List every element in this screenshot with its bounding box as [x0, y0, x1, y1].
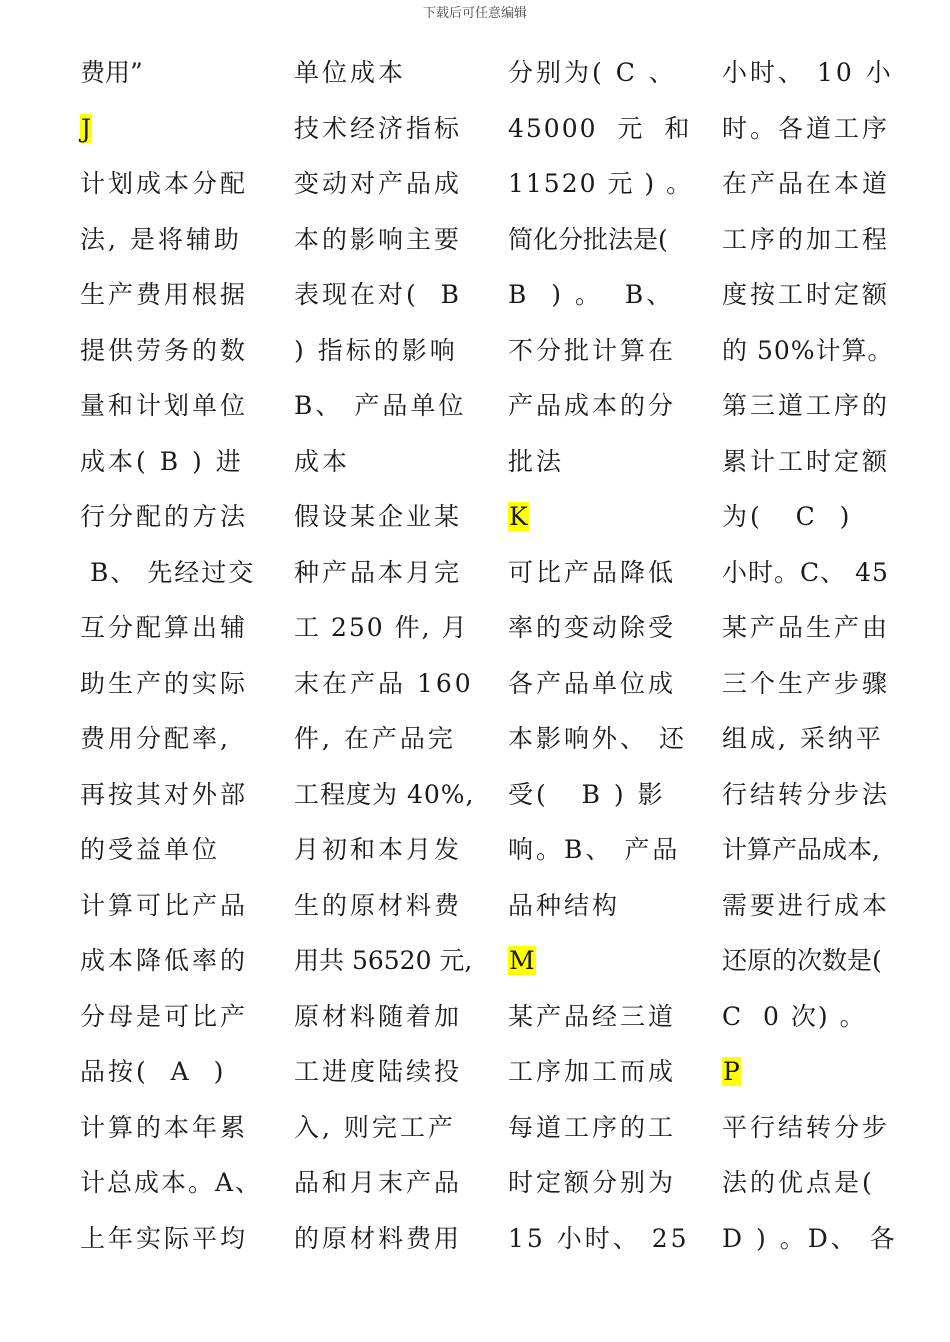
text-line: 技术经济指标: [294, 113, 463, 143]
text-line: 种产品本月完: [294, 557, 463, 587]
text-line: 工进度陆续投: [294, 1057, 463, 1086]
text-line: 再按其对外部: [80, 779, 249, 809]
text-line: 量和计划单位: [80, 391, 249, 420]
text-line: C 0 次) 。: [722, 1001, 867, 1031]
text-line: 受( B ) 影: [508, 779, 666, 809]
text-line: 第三道工序的: [722, 391, 891, 420]
text-line: 累计工时定额: [722, 446, 891, 476]
text-line: 行分配的方法: [80, 502, 249, 531]
text-line: 某产品生产由: [722, 613, 891, 642]
text-line: 本的影响主要: [294, 224, 463, 254]
text-line: 工序的加工程: [722, 224, 891, 254]
text-line: 工序加工而成: [508, 1057, 677, 1086]
text-line: 单位成本: [294, 58, 407, 87]
text-line: 小时、 10 小: [722, 58, 894, 87]
text-column-4: [722, 45, 898, 1266]
text-line: 简化分批法是(: [508, 224, 668, 254]
text-line: 假设某企业某: [294, 502, 463, 531]
text-line: 响。B、 产品: [508, 835, 681, 864]
text-line: 品和月末产品: [294, 1168, 463, 1197]
text-line: 上年实际平均: [80, 1223, 249, 1253]
text-line: 月初和本月发: [294, 835, 463, 864]
text-line: 计总成本。A、: [80, 1168, 263, 1197]
text-line: 不分批计算在: [508, 335, 677, 365]
text-line: 件, 在产品完: [294, 724, 456, 753]
text-column-1: [80, 45, 262, 1266]
text-line: 计划成本分配: [80, 169, 249, 198]
text-line: 某产品经三道: [508, 1001, 677, 1031]
text-line: 需要进行成本: [722, 890, 891, 920]
text-line: 在产品在本道: [722, 169, 891, 198]
text-line: 组成, 采纳平: [722, 724, 884, 753]
text-column-2: [294, 45, 474, 1266]
text-line: 变动对产品成: [294, 169, 463, 198]
text-line: 入, 则完工产: [294, 1112, 456, 1142]
text-line: 11520 元 ) 。: [508, 169, 694, 198]
page-header: 下载后可任意编辑: [422, 6, 527, 21]
text-line: 品种结构: [508, 890, 621, 920]
section-letter: [508, 933, 693, 989]
section-letter-highlight: M: [509, 946, 535, 975]
text-line: 工 250 件, 月: [294, 613, 469, 642]
text-line: 时定额分别为: [508, 1168, 677, 1197]
text-line: 分母是可比产: [80, 1001, 249, 1031]
text-line: 品按( A ): [80, 1057, 227, 1086]
text-line: 还原的次数是(: [722, 946, 882, 975]
text-line: 为( C ): [722, 502, 853, 531]
text-line: 成本( B ) 进: [80, 446, 244, 476]
text-line: B、 产品单位: [294, 391, 467, 420]
text-line: 产品成本的分: [508, 391, 677, 420]
text-line: 计算产品成本,: [722, 835, 880, 864]
text-line: 互分配算出辅: [80, 613, 249, 642]
text-line: B、 先经过交: [80, 557, 256, 587]
section-letter-highlight: P: [723, 1057, 740, 1086]
text-line: 费用”: [80, 58, 143, 87]
text-line: 15 小时、 25: [508, 1223, 690, 1253]
text-line: 的受益单位: [80, 835, 221, 864]
section-letter: [722, 1044, 898, 1100]
text-line: 分别为( C 、: [508, 58, 677, 87]
text-line: 提供劳务的数: [80, 335, 249, 365]
text-line: 法的优点是(: [722, 1168, 875, 1197]
text-line: 法, 是将辅助: [80, 224, 242, 254]
text-line: 每道工序的工: [508, 1112, 677, 1142]
text-line: 计算的本年累: [80, 1112, 249, 1142]
text-line: ) 指标的影响: [294, 335, 458, 365]
text-line: 费用分配率,: [80, 724, 231, 753]
text-line: 各产品单位成: [508, 668, 677, 698]
text-line: 生产费用根据: [80, 280, 249, 309]
text-line: 末在产品 160: [294, 668, 474, 698]
text-line: 行结转分步法: [722, 779, 891, 809]
text-line: 时。各道工序: [722, 113, 891, 143]
text-line: 的 50%计算。: [722, 335, 894, 365]
text-line: 用共 56520 元,: [294, 946, 473, 975]
text-line: 助生产的实际: [80, 668, 249, 698]
text-line: 工程度为 40%,: [294, 779, 475, 809]
text-column-3: [508, 45, 693, 1266]
text-line: 的原材料费用: [294, 1223, 463, 1253]
text-line: B ) 。 B、: [508, 280, 675, 309]
text-line: 三个生产步骤: [722, 668, 891, 698]
text-line: 生的原材料费: [294, 890, 463, 920]
text-line: 45000 元 和: [508, 113, 692, 143]
text-line: 平行结转分步: [722, 1112, 891, 1142]
text-line: 可比产品降低: [508, 557, 677, 587]
section-letter-highlight: J: [81, 113, 92, 143]
text-line: D ) 。D、 各: [722, 1223, 898, 1253]
text-line: 率的变动除受: [508, 613, 677, 642]
text-line: 成本降低率的: [80, 946, 249, 975]
text-line: 表现在对( B: [294, 280, 463, 309]
section-letter-highlight: K: [509, 502, 528, 531]
section-letter: [508, 489, 693, 545]
text-line: 原材料随着加: [294, 1001, 463, 1031]
section-letter: [80, 101, 262, 157]
text-line: 批法: [508, 446, 565, 476]
text-line: 成本: [294, 446, 351, 476]
text-line: 小时。C、 45: [722, 557, 889, 587]
text-line: 度按工时定额: [722, 280, 891, 309]
text-line: 本影响外、 还: [508, 724, 687, 753]
text-line: 计算可比产品: [80, 890, 249, 920]
